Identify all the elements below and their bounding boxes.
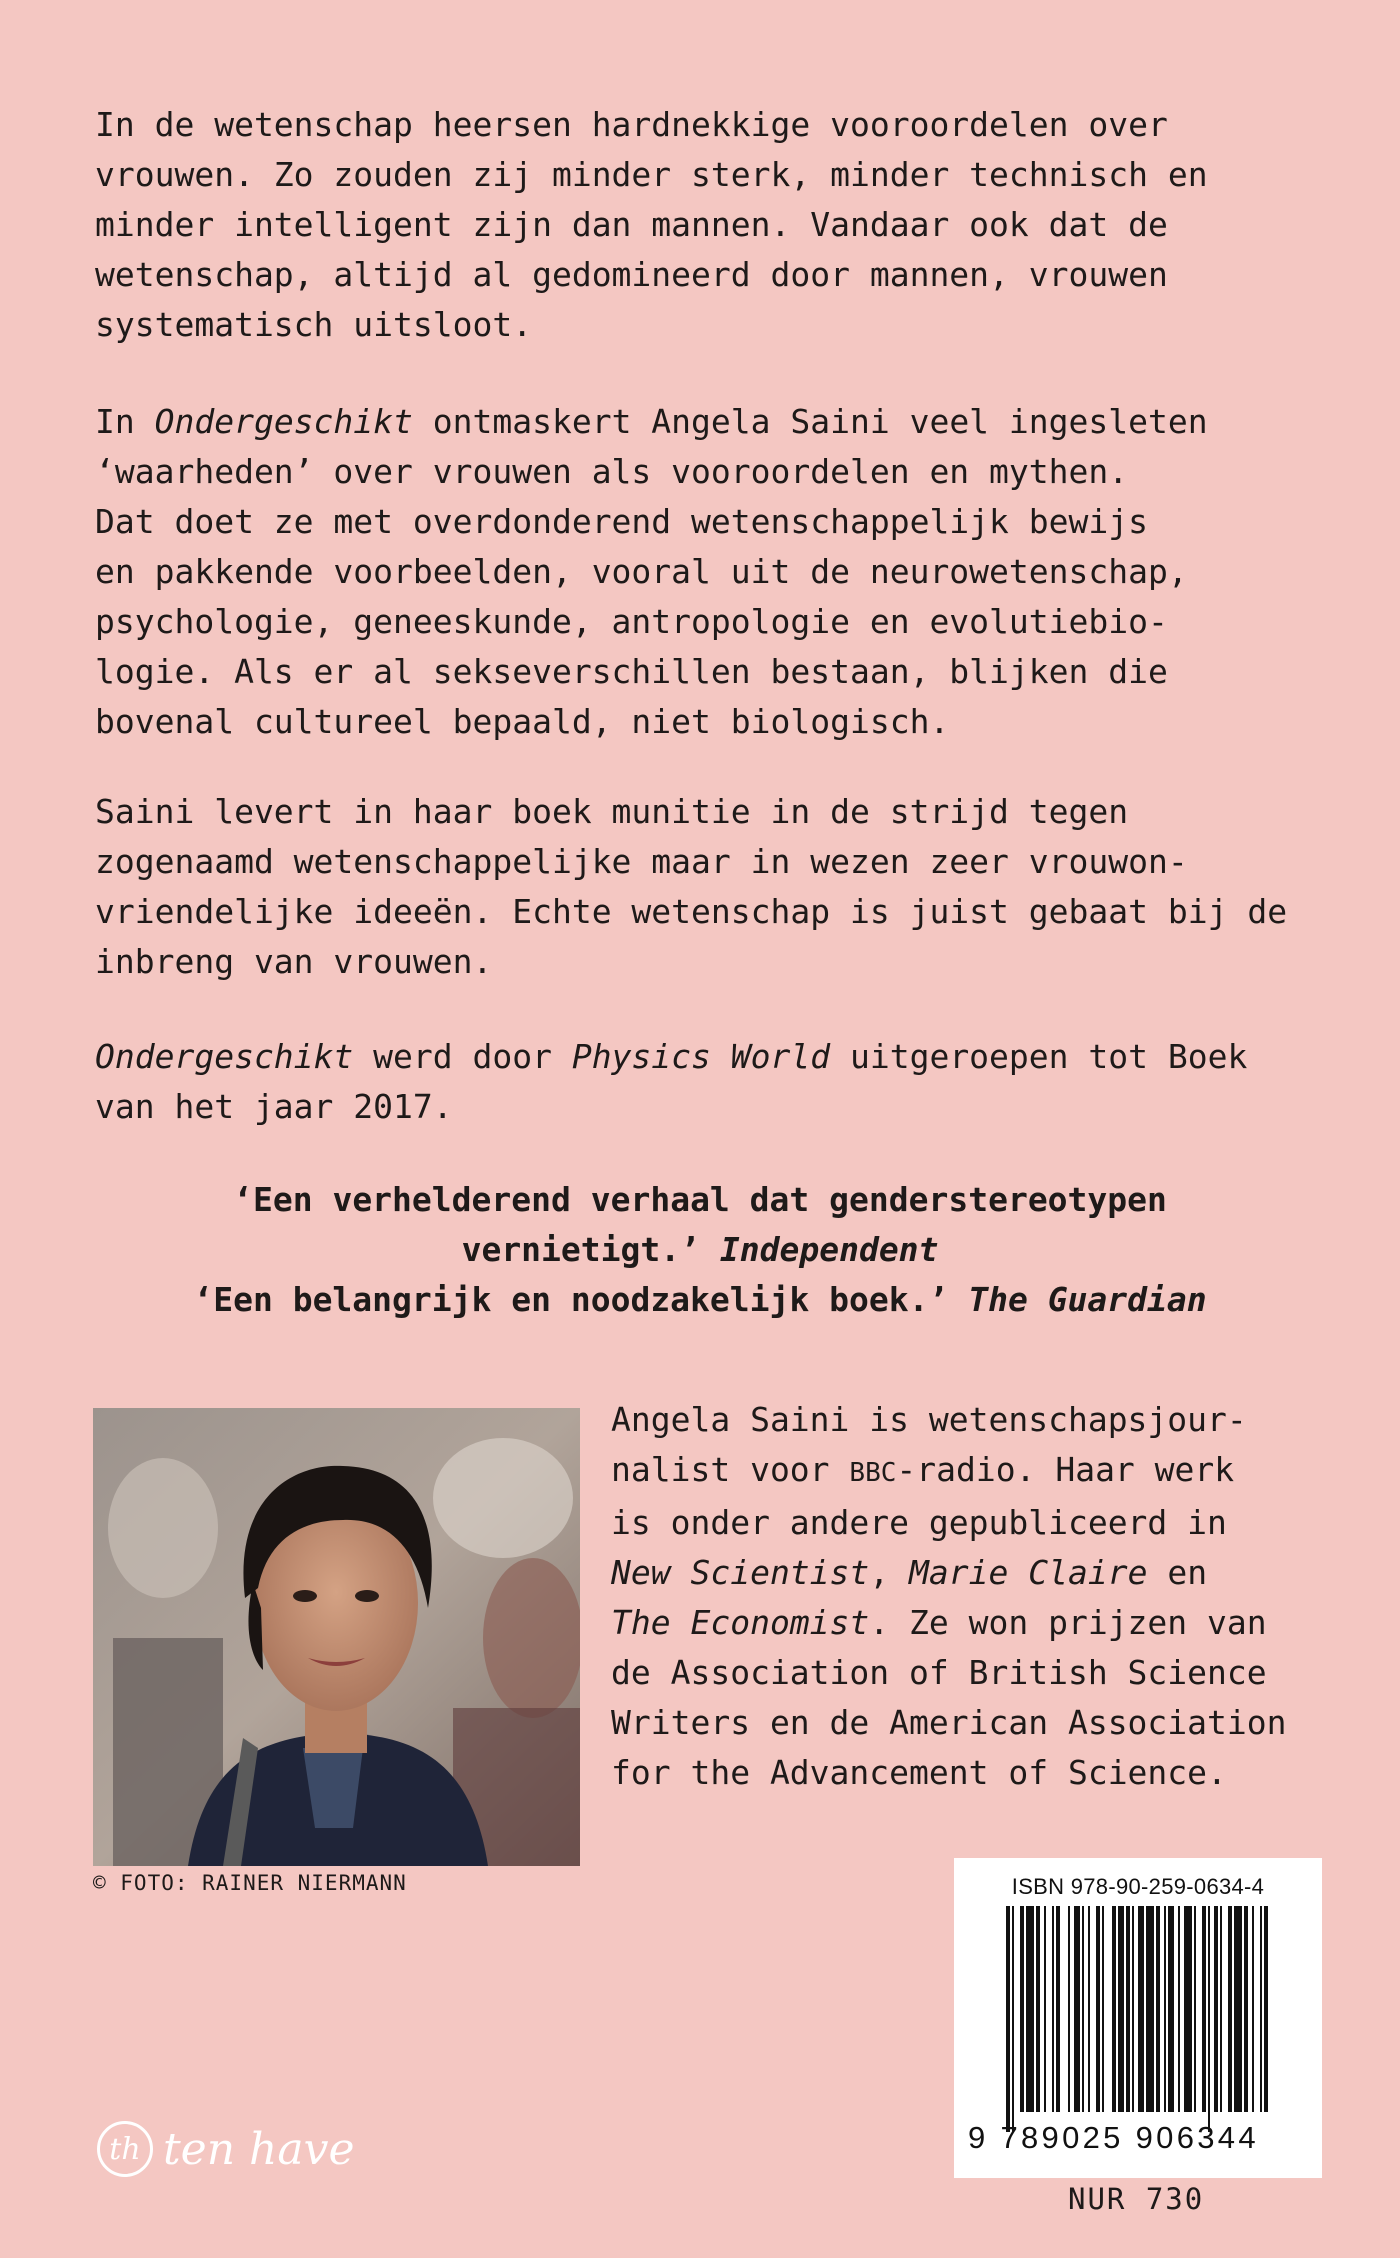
argument-paragraph: Saini levert in haar boek munitie in de strijd tegen zogenaamd wetenschappelijke maar in wezen zeer vrouwon- vriendelijke ideeën. Echte wetenschap is juist gebaat bij de inbreng van vrouwen. (95, 792, 1288, 981)
author-bio (611, 1395, 1331, 1798)
barcode-bar (1118, 1906, 1124, 2112)
publisher-logo (97, 2114, 355, 2184)
barcode-bar (1088, 1906, 1090, 2112)
barcode-bar (1184, 1906, 1192, 2112)
ean-digits: 9 789025 906344 (968, 2120, 1259, 2155)
barcode-bar (1074, 1906, 1080, 2112)
barcode-bar (1228, 1906, 1232, 2112)
barcode-bar (1006, 1906, 1010, 2132)
bio-part-3: . Ze won prijzen van de Association of British Science Writers en de American Association for the Advancement of Science. (611, 1603, 1287, 1792)
barcode-bar (1020, 1906, 1024, 2112)
quote-line-2: vernietigt.’ (461, 1230, 700, 1269)
award-mid: werd door (353, 1037, 572, 1076)
award-rest: uitgeroepen tot Boek van het jaar 2017. (95, 1037, 1248, 1126)
award-source: Physics World (571, 1037, 831, 1076)
barcode-bar (1164, 1906, 1166, 2112)
barcode-bar (1082, 1906, 1084, 2112)
barcode-bar (1052, 1906, 1054, 2112)
quote-line-1: ‘Een verhelderend verhaal dat genderstereotypen (233, 1180, 1167, 1219)
barcode-bar (1264, 1906, 1268, 2112)
publisher-mark: th (97, 2121, 153, 2177)
barcode-bar (1012, 1906, 1014, 2132)
publisher-name: ten have (163, 2123, 355, 2175)
barcode-bar (1112, 1906, 1116, 2112)
award-book-title: Ondergeschikt (95, 1037, 354, 1076)
barcode-bar (1244, 1906, 1248, 2112)
barcode-bar (1102, 1906, 1104, 2112)
barcode-bar (1194, 1906, 1196, 2112)
bio-bbc: BBC (849, 1458, 897, 1488)
author-photo (93, 1408, 580, 1866)
barcode-bar (1156, 1906, 1160, 2112)
barcode-bar (1132, 1906, 1134, 2112)
barcode-bar (1096, 1906, 1100, 2112)
bio-sep-1: , (869, 1553, 910, 1592)
review-quote-independent (95, 1175, 1305, 1275)
barcode-bar (1044, 1906, 1046, 2112)
barcode-bar (1202, 1906, 1206, 2112)
barcode-bar (1214, 1906, 1218, 2112)
barcode-bars (1006, 1906, 1274, 2132)
summary-lead: In (95, 402, 155, 441)
bio-publication-2: Marie Claire (909, 1553, 1148, 1592)
barcode-bar (1068, 1906, 1070, 2112)
barcode-bar (1026, 1906, 1034, 2112)
quote-text-guardian: ‘Een belangrijk en noodzakelijk boek.’ (193, 1280, 949, 1319)
barcode-bar (1208, 1906, 1210, 2132)
barcode-panel (954, 1858, 1322, 2178)
summary-body: ontmaskert Angela Saini veel ingesleten ‘waarheden’ over vrouwen als vooroordelen en mythen. Dat doet ze met overdonderend wetenschappelijk bewijs en pakkende voorbeelden, vooral uit de neurowetenschap, psychologie, geneeskunde, antropologie en evolutiebio- logie. Als er al sekseverschillen bestaan, blijken die bovenal cultureel bepaald, niet biologisch. (95, 402, 1208, 741)
barcode-bar (1126, 1906, 1130, 2112)
isbn-label: ISBN 978-90-259-0634-4 (1011, 1874, 1265, 1899)
bio-part-1: Angela Saini is wetenschapsjour- nalist voor (611, 1400, 1247, 1489)
quote-source-independent: Independent (719, 1230, 939, 1269)
barcode-bar (1036, 1906, 1040, 2112)
barcode-bar (1056, 1906, 1060, 2112)
summary-paragraph (95, 397, 1355, 747)
bio-publication-1: New Scientist (611, 1553, 870, 1592)
barcode-bar (1234, 1906, 1242, 2112)
barcode-bar (1178, 1906, 1180, 2112)
intro-paragraph: In de wetenschap heersen hardnekkige vooroordelen over vrouwen. Zo zouden zij minder sterk, minder technisch en minder intelligent zijn dan mannen. Vandaar ook dat de wetenschap, altijd al gedomineerd door mannen, vrouwen systematisch uitsloot. (95, 105, 1208, 344)
award-paragraph (95, 1032, 1355, 1132)
review-quote-guardian (95, 1275, 1305, 1325)
barcode-bar (1260, 1906, 1262, 2112)
book-title: Ondergeschikt (154, 402, 413, 441)
barcode-bar (1220, 1906, 1222, 2112)
bio-publication-3: The Economist (611, 1603, 870, 1642)
bio-part-2: -radio. Haar werk is onder andere gepubliceerd in (611, 1450, 1235, 1542)
barcode-bar (1252, 1906, 1254, 2112)
nur-code: NUR 730 (1068, 2182, 1205, 2216)
quote-source-guardian: The Guardian (968, 1280, 1207, 1319)
photo-credit: © FOTO: RAINER NIERMANN (93, 1871, 407, 1895)
bio-sep-2: en (1167, 1553, 1208, 1592)
barcode-bar (1168, 1906, 1174, 2112)
barcode-bar (1146, 1906, 1154, 2112)
barcode-bar (1138, 1906, 1144, 2112)
